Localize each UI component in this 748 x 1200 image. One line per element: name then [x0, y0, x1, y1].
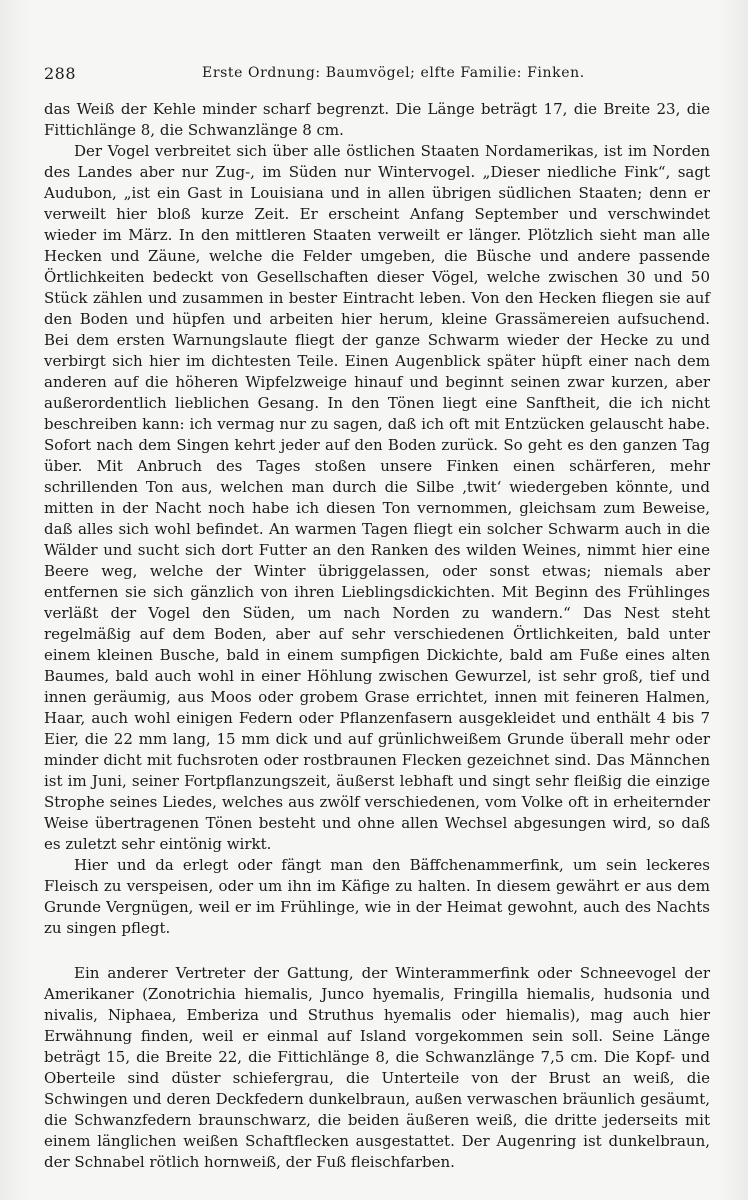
page-number: 288 — [44, 64, 77, 83]
paragraph-continued: das Weiß der Kehle minder scharf begrenzt. Die Länge beträgt 17, die Breite 23, die Fittichlänge 8, die Schwanzlänge 8 cm. — [44, 100, 710, 139]
page-header — [44, 64, 716, 86]
running-title: Erste Ordnung: Baumvögel; elfte Familie: Finken. — [202, 65, 585, 81]
section-gap — [44, 939, 710, 963]
body-text — [44, 99, 710, 1173]
paragraph-winterammerfink: Ein anderer Vertreter der Gattung, der Winterammerfink oder Schneevogel der Amerikaner (Zonotrichia hiemalis, Junco hyemalis, Fringilla hiemalis, hudsonia und nivalis, Niphaea, Emberiza und Struthus hyemalis oder hiemalis), mag auch hier Erwähnung finden, weil er einmal auf Island vorgekommen sein soll. Seine Länge beträgt 15, die Breite 22, die Fittichlänge 8, die Schwanzlänge 7,5 cm. Die Kopf- und Oberteile sind düster schiefergrau, die Unterteile von der Brust an weiß, die Schwingen und deren Deckfedern dunkelbraun, außen verwaschen bräunlich gesäumt, die Schwanzfedern braunschwarz, die beiden äußeren weiß, die dritte jederseits mit einem länglichen weißen Schaftflecken ausgestattet. Der Augenring ist dunkelbraun, der Schnabel rötlich hornweiß, der Fuß fleischfarben. — [44, 964, 710, 1171]
paragraph-distribution: Der Vogel verbreitet sich über alle östlichen Staaten Nordamerikas, ist im Norden des Landes aber nur Zug-, im Süden nur Wintervogel. „Dieser niedliche Fink“, sagt Audubon, „ist ein Gast in Louisiana und in allen übrigen südlichen Staaten; denn er verweilt hier bloß kurze Zeit. Er erscheint Anfang September und verschwindet wieder im März. In den mittleren Staaten verweilt er länger. Plötzlich sieht man alle Hecken und Zäune, welche die Felder umgeben, die Büsche und andere passende Örtlichkeiten bedeckt von Gesellschaften dieser Vögel, welche zwischen 30 und 50 Stück zählen und zusammen in bester Eintracht leben. Von den Hecken fliegen sie auf den Boden und hüpfen und arbeiten hier herum, kleine Grassämereien aufsuchend. Bei dem ersten Warnungslaute fliegt der ganze Schwarm wieder der Hecke zu und verbirgt sich hier im dichtesten Teile. Einen Augenblick später hüpft einer nach dem anderen auf die höheren Wipfelzweige hinauf und beginnt seinen zwar kurzen, aber außerordentlich lieblichen Gesang. In den Tönen liegt eine Sanftheit, die ich nicht beschreiben kann: ich vermag nur zu sagen, daß ich oft mit Entzücken gelauscht habe. Sofort nach dem Singen kehrt jeder auf den Boden zurück. So geht es den ganzen Tag über. Mit Anbruch des Tages stoßen unsere Finken einen schärferen, mehr schrillenden Ton aus, welchen man durch die Silbe ‚twit‘ wiedergeben könnte, und mitten in der Nacht noch habe ich diesen Ton vernommen, gleichsam zum Beweise, daß alles sich wohl befindet. An warmen Tagen fliegt ein solcher Schwarm auch in die Wälder und sucht sich dort Futter an den Ranken des wilden Weines, nimmt hier eine Beere weg, welche der Winter übriggelassen, oder sonst etwas; niemals aber entfernen sie sich gänzlich von ihren Lieblingsdickichten. Mit Beginn des Frühlinges verläßt der Vogel den Süden, um nach Norden zu wandern.“ Das Nest steht regelmäßig auf dem Boden, aber auf sehr verschiedenen Örtlichkeiten, bald unter einem kleinen Busche, bald in einem sumpfigen Dickichte, bald am Fuße eines alten Baumes, bald auch wohl in einer Höhlung zwischen Gewurzel, ist sehr groß, tief und innen geräumig, aus Moos oder grobem Grase errichtet, innen mit feineren Halmen, Haar, auch wohl einigen Federn oder Pflanzenfasern ausgekleidet und enthält 4 bis 7 Eier, die 22 mm lang, 15 mm dick und auf grünlichweißem Grunde überall mehr oder minder dicht mit fuchsroten oder rostbraunen Flecken gezeichnet sind. Das Männchen ist im Juni, seiner Fortpflanzungszeit, äußerst lebhaft und singt sehr fleißig die einzige Strophe seines Liedes, welches aus zwölf verschiedenen, vom Volke oft in erheiternder Weise übertragenen Tönen besteht und ohne allen Wechsel abgesungen wird, so daß es zuletzt sehr eintönig wirkt. — [44, 142, 710, 853]
paragraph-capture: Hier und da erlegt oder fängt man den Bäffchenammerfink, um sein leckeres Fleisch zu verspeisen, oder um ihn im Käfige zu halten. In diesem gewährt er aus dem Grunde Vergnügen, weil er im Frühlinge, wie in der Heimat gewohnt, auch des Nachts zu singen pflegt. — [44, 856, 710, 937]
